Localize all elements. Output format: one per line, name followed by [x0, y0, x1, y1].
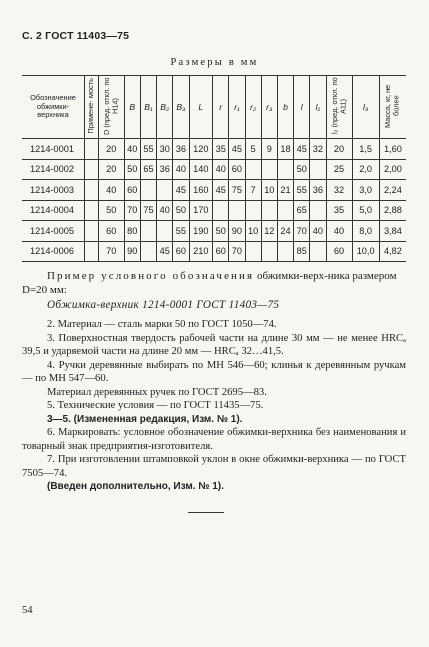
cell-applicability [85, 221, 99, 242]
cell-r1: 70 [229, 241, 245, 262]
col-header-B3: B₃ [173, 76, 189, 139]
cell-r1: 45 [229, 139, 245, 160]
cell-L: 170 [189, 200, 213, 221]
cell-mass: 2,88 [379, 200, 406, 221]
cell-B: 50 [124, 159, 140, 180]
cell-l3: 8,0 [352, 221, 379, 242]
table-row [22, 139, 406, 160]
cell-l2: 35 [326, 200, 352, 221]
cell-B3: 45 [173, 180, 189, 201]
paragraph-handle-material: Материал деревянных ручек по ГОСТ 2695—83. [47, 386, 267, 398]
cell-B: 90 [124, 241, 140, 262]
cell-B1: 55 [140, 139, 156, 160]
example-designation: Обжимка-верхник 1214-0001 ГОСТ 11403—75 [47, 299, 280, 311]
cell-l: 45 [294, 139, 310, 160]
cell-l2: 20 [326, 139, 352, 160]
col-header-l3: l₃ [352, 76, 379, 139]
cell-b [277, 159, 293, 180]
cell-l1: 40 [310, 221, 326, 242]
cell-B2: 40 [157, 200, 173, 221]
col-header-mass: Масса, кг, не более [379, 76, 406, 139]
example-heading-rest: обжимки-верх-ника размером D=20 мм: [22, 270, 397, 296]
cell-r2 [245, 200, 261, 221]
cell-r2 [245, 159, 261, 180]
paragraph-amendment-1: 3—5. (Измененная редакция, Изм. № 1). [47, 413, 243, 425]
col-header-B2: B₂ [157, 76, 173, 139]
paragraph-handles: 4. Ручки деревянные выбирать по МН 546—60; клинья к деревянным ручкам — по МН 547—60. [22, 359, 406, 384]
col-header-applicability: Примене- мость [85, 76, 99, 139]
cell-r: 60 [213, 241, 229, 262]
table-caption: Размеры в мм [170, 57, 259, 68]
paragraph-marking: 6. Маркировать: условное обозначение обжимки-верхника без наименования и товарный знак предприятия-изготовителя. [22, 427, 406, 452]
cell-designation: 1214-0006 [22, 241, 85, 262]
col-header-D: D (пред. откл. по Н14) [98, 76, 124, 139]
table-row [22, 200, 406, 221]
end-divider [188, 512, 224, 513]
cell-r2 [245, 241, 261, 262]
col-header-r3: r₃ [261, 76, 277, 139]
cell-D: 40 [98, 180, 124, 201]
body-text [22, 318, 406, 494]
cell-r: 50 [213, 221, 229, 242]
cell-designation: 1214-0003 [22, 180, 85, 201]
cell-b: 24 [277, 221, 293, 242]
cell-b: 21 [277, 180, 293, 201]
cell-r: 35 [213, 139, 229, 160]
cell-B2 [157, 221, 173, 242]
cell-r2: 10 [245, 221, 261, 242]
cell-B2: 36 [157, 159, 173, 180]
cell-B1 [140, 241, 156, 262]
dimensions-table [22, 75, 406, 262]
cell-l3: 3,0 [352, 180, 379, 201]
example-heading-spaced: Пример условного обозначения [47, 270, 255, 282]
cell-l1 [310, 241, 326, 262]
cell-b [277, 241, 293, 262]
cell-mass: 4,82 [379, 241, 406, 262]
cell-mass: 2,00 [379, 159, 406, 180]
example-heading [22, 269, 406, 297]
col-header-B1: B₁ [140, 76, 156, 139]
table-row [22, 221, 406, 242]
cell-applicability [85, 241, 99, 262]
cell-L: 140 [189, 159, 213, 180]
cell-l2: 60 [326, 241, 352, 262]
cell-l1 [310, 159, 326, 180]
cell-D: 20 [98, 139, 124, 160]
cell-r3: 12 [261, 221, 277, 242]
paragraph-hardness: 3. Поверхностная твердость рабочей части на длине 30 мм — не менее HRCₐ 39,5 и ударяемой части на длине 20 мм — HRCₐ 32…41,5. [22, 332, 406, 357]
cell-L: 160 [189, 180, 213, 201]
cell-applicability [85, 180, 99, 201]
cell-r1: 60 [229, 159, 245, 180]
cell-B2 [157, 180, 173, 201]
col-header-L: L [189, 76, 213, 139]
cell-r: 40 [213, 159, 229, 180]
cell-B: 60 [124, 180, 140, 201]
cell-applicability [85, 159, 99, 180]
cell-r1 [229, 200, 245, 221]
col-header-r1: r₁ [229, 76, 245, 139]
cell-l3: 10,0 [352, 241, 379, 262]
cell-l: 55 [294, 180, 310, 201]
cell-B1: 65 [140, 159, 156, 180]
paragraph-stamping: 7. При изготовлении штамповкой уклон в окне обжимки-верхника — по ГОСТ 7505—74. [22, 454, 406, 479]
cell-B3: 40 [173, 159, 189, 180]
cell-l3: 1,5 [352, 139, 379, 160]
cell-l: 65 [294, 200, 310, 221]
cell-b [277, 200, 293, 221]
cell-B3: 60 [173, 241, 189, 262]
cell-l1: 36 [310, 180, 326, 201]
cell-mass: 2,24 [379, 180, 406, 201]
cell-designation: 1214-0002 [22, 159, 85, 180]
cell-l: 85 [294, 241, 310, 262]
cell-B1 [140, 221, 156, 242]
cell-l2: 40 [326, 221, 352, 242]
cell-L: 120 [189, 139, 213, 160]
table-header-row [22, 76, 406, 139]
cell-D: 50 [98, 200, 124, 221]
cell-r3 [261, 200, 277, 221]
cell-r3 [261, 241, 277, 262]
paragraph-amendment-2: (Введен дополнительно, Изм. № 1). [47, 481, 224, 492]
cell-D: 20 [98, 159, 124, 180]
cell-B1: 75 [140, 200, 156, 221]
cell-r1: 90 [229, 221, 245, 242]
cell-l3: 2,0 [352, 159, 379, 180]
cell-r1: 75 [229, 180, 245, 201]
cell-applicability [85, 139, 99, 160]
table-row [22, 159, 406, 180]
cell-r: 45 [213, 180, 229, 201]
col-header-B: B [124, 76, 140, 139]
cell-l1: 32 [310, 139, 326, 160]
cell-l1 [310, 200, 326, 221]
cell-r [213, 200, 229, 221]
cell-l: 50 [294, 159, 310, 180]
cell-r2: 7 [245, 180, 261, 201]
cell-B1 [140, 180, 156, 201]
cell-l2: 25 [326, 159, 352, 180]
cell-b: 18 [277, 139, 293, 160]
paragraph-material: 2. Материал — сталь марки 50 по ГОСТ 1050—74. [47, 319, 277, 330]
page-number: 54 [22, 605, 33, 616]
cell-mass: 1,60 [379, 139, 406, 160]
col-header-l2: l₂ (пред. откл. по А11) [326, 76, 352, 139]
cell-designation: 1214-0001 [22, 139, 85, 160]
page-header: С. 2 ГОСТ 11403—75 [22, 30, 130, 42]
cell-designation: 1214-0005 [22, 221, 85, 242]
cell-B: 80 [124, 221, 140, 242]
cell-r3: 10 [261, 180, 277, 201]
cell-B3: 50 [173, 200, 189, 221]
cell-r2: 5 [245, 139, 261, 160]
cell-B: 70 [124, 200, 140, 221]
cell-B3: 55 [173, 221, 189, 242]
col-header-b: b [277, 76, 293, 139]
cell-r3: 9 [261, 139, 277, 160]
cell-B2: 30 [157, 139, 173, 160]
cell-B: 40 [124, 139, 140, 160]
paragraph-tech-conditions: 5. Технические условия — по ГОСТ 11435—75. [47, 400, 264, 411]
cell-B2: 45 [157, 241, 173, 262]
cell-L: 190 [189, 221, 213, 242]
cell-l3: 5,0 [352, 200, 379, 221]
cell-applicability [85, 200, 99, 221]
cell-L: 210 [189, 241, 213, 262]
cell-designation: 1214-0004 [22, 200, 85, 221]
cell-r3 [261, 159, 277, 180]
col-header-designation: Обозначение обжимки-верхника [22, 76, 85, 139]
cell-D: 70 [98, 241, 124, 262]
col-header-r: r [213, 76, 229, 139]
col-header-r2: r₂ [245, 76, 261, 139]
cell-D: 60 [98, 221, 124, 242]
table-row [22, 241, 406, 262]
table-row [22, 180, 406, 201]
cell-B3: 36 [173, 139, 189, 160]
col-header-l: l [294, 76, 310, 139]
col-header-l1: l₁ [310, 76, 326, 139]
cell-l2: 32 [326, 180, 352, 201]
cell-mass: 3,84 [379, 221, 406, 242]
cell-l: 70 [294, 221, 310, 242]
